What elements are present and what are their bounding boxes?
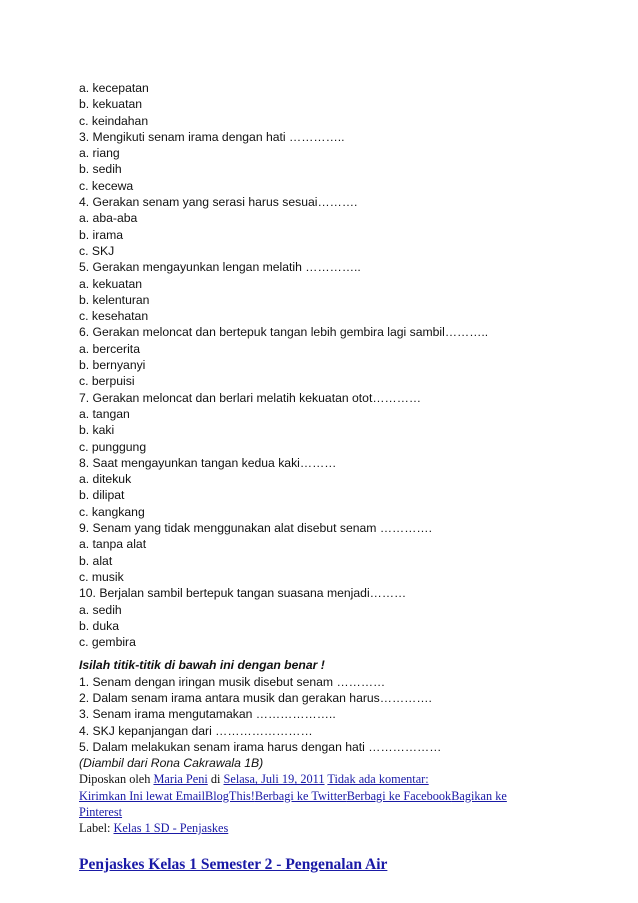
share-twitter-link[interactable]: Berbagi ke Twitter	[254, 788, 347, 803]
quiz-line: 5. Gerakan mengayunkan lengan melatih …………..	[79, 260, 361, 275]
label-row	[79, 820, 559, 836]
quiz-line: c. kecewa	[79, 178, 134, 193]
pinterest-text-2: Pinterest	[79, 805, 123, 820]
source-note: (Diambil dari Rona Cakrawala 1B)	[79, 756, 264, 771]
quiz-questions	[79, 80, 559, 650]
quiz-line: b. kelenturan	[79, 292, 150, 307]
quiz-line: c. keindahan	[79, 113, 149, 128]
quiz-line: b. alat	[79, 553, 113, 568]
quiz-line: 4. Gerakan senam yang serasi harus sesuai……….	[79, 195, 358, 210]
date-link[interactable]: Selasa, Juli 19, 2011	[223, 772, 325, 787]
posted-by-label: Diposkan oleh	[79, 772, 151, 787]
fill-line: 1. Senam dengan iringan musik disebut senam …………	[79, 674, 386, 689]
quiz-line: a. riang	[79, 146, 120, 161]
quiz-line: c. punggung	[79, 439, 147, 454]
quiz-line: a. aba-aba	[79, 211, 138, 226]
quiz-line: a. tanpa alat	[79, 537, 147, 552]
quiz-line: c. kangkang	[79, 504, 145, 519]
quiz-line: a. kekuatan	[79, 276, 143, 291]
at-label: di	[210, 772, 221, 787]
quiz-line: b. kekuatan	[79, 97, 143, 112]
fill-in-heading: Isilah titik-titik di bawah ini dengan benar !	[79, 658, 325, 673]
quiz-line: 9. Senam yang tidak menggunakan alat disebut senam ………….	[79, 521, 432, 536]
fill-line: 3. Senam irama mengutamakan ………………..	[79, 707, 336, 722]
quiz-line: a. sedih	[79, 602, 122, 617]
quiz-line: a. ditekuk	[79, 472, 132, 487]
quiz-line: 6. Gerakan meloncat dan bertepuk tangan lebih gembira lagi sambil………..	[79, 325, 489, 340]
document-page	[79, 80, 559, 874]
share-email-link[interactable]: Kirimkan Ini lewat Email	[79, 788, 206, 803]
quiz-line: 8. Saat mengayunkan tangan kedua kaki………	[79, 455, 337, 470]
quiz-line: b. duka	[79, 618, 119, 633]
quiz-line: a. tangan	[79, 406, 130, 421]
quiz-line: b. dilipat	[79, 488, 125, 503]
blogthis-link[interactable]: BlogThis!	[205, 788, 255, 803]
pinterest-text-1: Bagikan ke	[451, 788, 507, 803]
label-link[interactable]: Kelas 1 SD - Penjaskes	[113, 821, 229, 836]
quiz-line: a. bercerita	[79, 341, 140, 356]
quiz-line: c. musik	[79, 569, 124, 584]
quiz-line: 3. Mengikuti senam irama dengan hati …………..	[79, 129, 345, 144]
quiz-line: 10. Berjalan sambil bertepuk tangan suasana menjadi………	[79, 586, 407, 601]
quiz-line: b. kaki	[79, 423, 115, 438]
fill-line: 2. Dalam senam irama antara musik dan gerakan harus………….	[79, 690, 432, 705]
quiz-line: a. kecepatan	[79, 81, 149, 95]
quiz-line: c. berpuisi	[79, 374, 135, 389]
author-link[interactable]: Maria Peni	[153, 772, 208, 787]
quiz-line: 7. Gerakan meloncat dan berlari melatih kekuatan otot…………	[79, 390, 422, 405]
label-prefix: Label:	[79, 821, 111, 836]
next-post-title-link[interactable]: Penjaskes Kelas 1 Semester 2 - Pengenalan Air	[79, 855, 388, 873]
share-links	[79, 788, 559, 821]
quiz-line: c. SKJ	[79, 243, 115, 258]
quiz-line: b. sedih	[79, 162, 122, 177]
comments-link[interactable]: Tidak ada komentar:	[327, 772, 429, 787]
fill-line: 4. SKJ kepanjangan dari ……………………	[79, 723, 313, 738]
post-footer	[79, 771, 559, 787]
quiz-line: c. kesehatan	[79, 309, 149, 324]
quiz-line: b. bernyanyi	[79, 358, 146, 373]
fill-in-questions	[79, 674, 559, 755]
quiz-line: b. irama	[79, 227, 124, 242]
fill-line: 5. Dalam melakukan senam irama harus dengan hati ………………	[79, 739, 442, 754]
quiz-line: c. gembira	[79, 635, 136, 650]
share-facebook-link[interactable]: Berbagi ke Facebook	[346, 788, 452, 803]
